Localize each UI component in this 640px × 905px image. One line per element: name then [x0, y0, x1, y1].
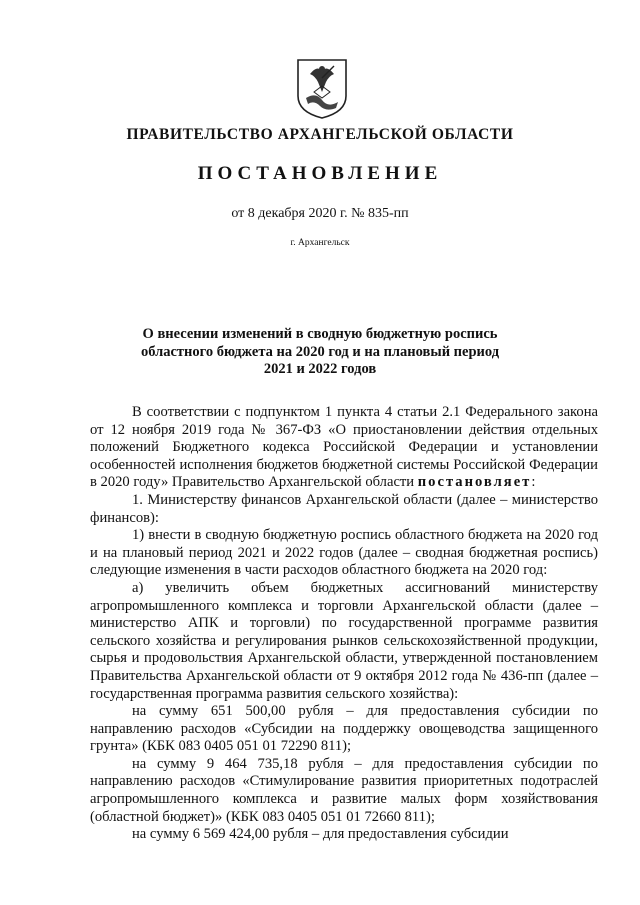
coat-of-arms-icon [296, 58, 348, 120]
decree-word: постановляет [417, 474, 532, 491]
document-body [90, 404, 598, 844]
document-type: ПОСТАНОВЛЕНИЕ [197, 163, 443, 184]
decree-colon: : [531, 474, 536, 491]
title-line: 2021 и 2022 годов [263, 361, 377, 377]
intro-text: В соответствии с подпунктом 1 пункта 4 статьи 2.1 Федерального закона от 12 ноября 2019 года № 367-ФЗ «О приостановлении действия отдельных положений Бюджетного кодекса Российской Федерации и установлении особенностей исполнения бюджетов бюджетной системы Российской Федерации в 2020 году» Правительство Архангельской области [90, 404, 598, 491]
paragraph-amount-2: на сумму 9 464 735,18 рубля – для предоставления субсидии по направлению расходов «Стимулирование развития приоритетных подотраслей агропромышленного комплекса и развитие малых форм хозяйствования (областной бюджет)» (КБК 083 0405 051 01 72660 811); [90, 755, 598, 825]
paragraph-amount-1: на сумму 651 500,00 рубля – для предоставления субсидии по направлению расходов «Субсидии на поддержку овощеводства защищенного грунта» (КБК 083 0405 051 01 72290 811); [90, 703, 598, 755]
document-city: г. Архангельск [290, 238, 350, 248]
paragraph-subitem-1: 1) внести в сводную бюджетную роспись областного бюджета на 2020 год и на плановый период 2021 и 2022 годов (далее – сводная бюджетная роспись) следующие изменения в части расходов областного бюджета на 2020 год: [90, 527, 598, 579]
paragraph-subitem-a: а) увеличить объем бюджетных ассигнований министерству агропромышленного комплекса и торговли Архангельской области (далее – министерство АПК и торговли) по государственной программе развития сельского хозяйства и регулирования рынков сельскохозяйственной продукции, сырья и продовольствия Архангельской области, утвержденной постановлением Правительства Архангельской области от 9 октября 2012 года № 436-пп (далее – государственная программа развития сельского хозяйства): [90, 579, 598, 702]
document-title [0, 326, 640, 379]
title-line: О внесении изменений в сводную бюджетную роспись [142, 326, 498, 342]
document-date-number: от 8 декабря 2020 г. № 835-пп [231, 206, 409, 221]
paragraph-amount-3: на сумму 6 569 424,00 рубля – для предоставления субсидии [132, 826, 509, 843]
organization-name: ПРАВИТЕЛЬСТВО АРХАНГЕЛЬСКОЙ ОБЛАСТИ [126, 126, 514, 143]
title-line: областного бюджета на 2020 год и на плановый период [140, 343, 500, 360]
intro-paragraph [90, 404, 598, 492]
paragraph-item-1: 1. Министерству финансов Архангельской области (далее – министерство финансов): [90, 491, 598, 526]
